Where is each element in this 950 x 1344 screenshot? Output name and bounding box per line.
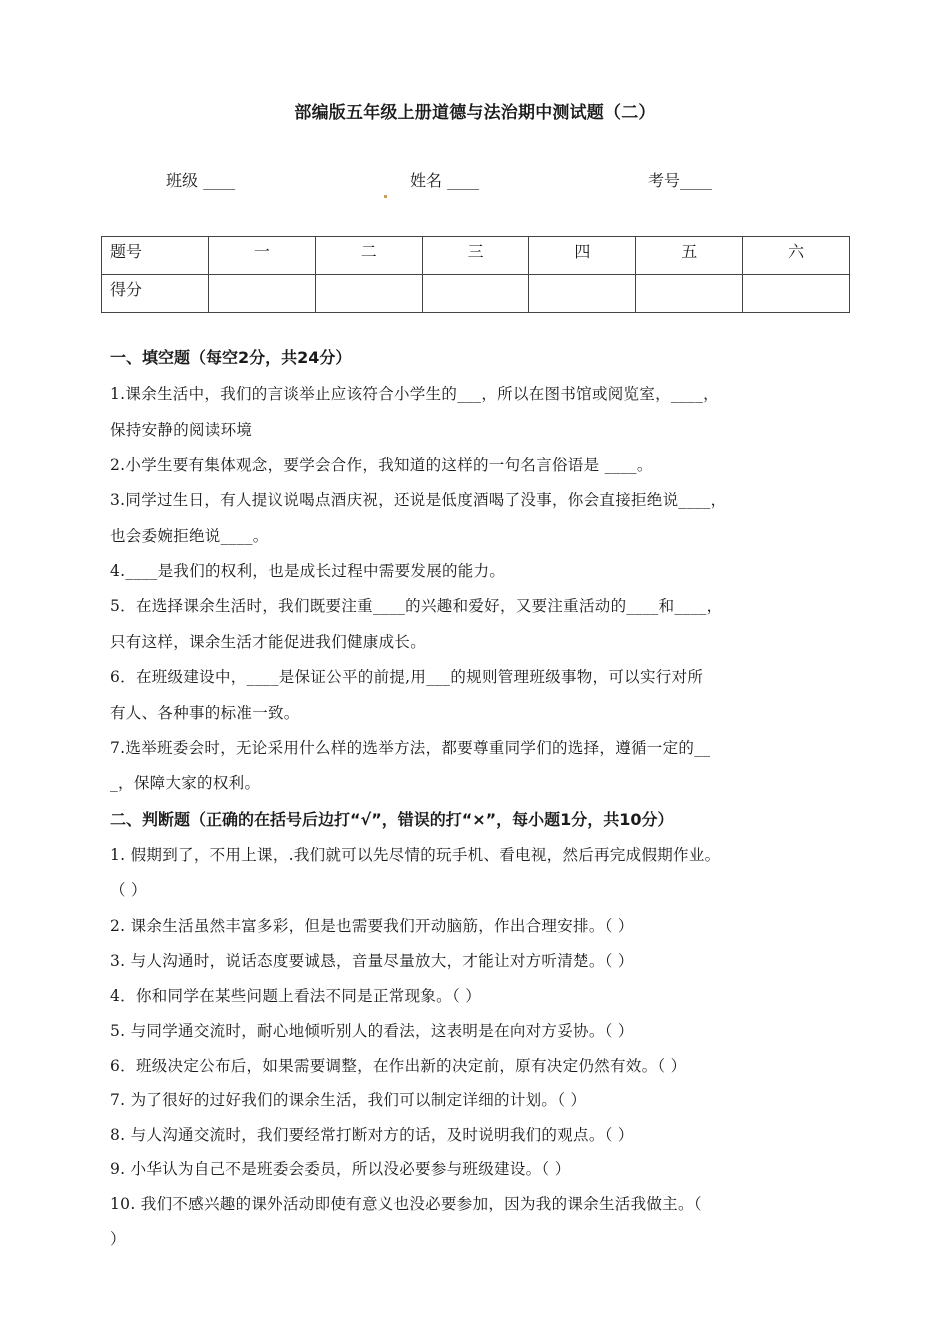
question-line: 只有这样，课余生活才能促进我们健康成长。 [110, 633, 427, 651]
question-line: 5. 与同学通交流时，耐心地倾听别人的看法，这表明是在向对方妥协。（ ） [110, 1022, 634, 1040]
table-cell: 一 [209, 237, 316, 275]
score-cell[interactable] [315, 275, 422, 313]
question-line: 4.____是我们的权利，也是成长过程中需要发展的能力。 [110, 562, 506, 580]
table-cell: 题号 [102, 237, 209, 275]
table-cell: 六 [743, 237, 850, 275]
class-field[interactable]: 班级 ____ [166, 171, 236, 190]
question-line: 3.同学过生日，有人提议说喝点酒庆祝，还说是低度酒喝了没事，你会直接拒绝说____， [110, 491, 727, 509]
question-line: 6．班级决定公布后，如果需要调整，在作出新的决定前，原有决定仍然有效。（ ） [110, 1057, 687, 1075]
table-cell: 四 [529, 237, 636, 275]
question-line: _，保障大家的权利。 [110, 774, 261, 792]
question-line: 5．在选择课余生活时，我们既要注重____的兴趣和爱好，又要注重活动的____和____， [110, 597, 723, 615]
question-line: 7. 为了很好的过好我们的课余生活，我们可以制定详细的计划。（ ） [110, 1091, 587, 1109]
question-line: 有人、各种事的标准一致。 [110, 704, 300, 722]
question-line: 8. 与人沟通交流时，我们要经常打断对方的话，及时说明我们的观点。（ ） [110, 1126, 634, 1144]
table-cell: 三 [422, 237, 529, 275]
decorative-dot [384, 183, 387, 202]
answer-bracket[interactable]: ） [110, 1230, 126, 1248]
section-heading: 一、填空题（每空2分，共24分） [110, 348, 352, 367]
score-cell[interactable] [636, 275, 743, 313]
page-title: 部编版五年级上册道德与法治期中测试题（二） [294, 103, 656, 123]
question-line: 2.小学生要有集体观念，要学会合作，我知道的这样的一句名言俗语是 ____。 [110, 456, 653, 474]
question-line: 9. 小华认为自己不是班委会委员，所以没必要参与班级建设。（ ） [110, 1160, 571, 1178]
table-row-scores [102, 275, 850, 313]
question-line: 1. 假期到了，不用上课，.我们就可以先尽情的玩手机、看电视，然后再完成假期作业。 [110, 846, 721, 864]
question-line: 2. 课余生活虽然丰富多彩，但是也需要我们开动脑筋，作出合理安排。（ ） [110, 917, 634, 935]
answer-bracket[interactable]: （ ） [110, 881, 147, 899]
score-cell[interactable] [422, 275, 529, 313]
score-table [101, 236, 850, 313]
question-line: 6．在班级建设中，____是保证公平的前提,用___的规则管理班级事物，可以实行对所 [110, 668, 704, 686]
question-line: 1.课余生活中，我们的言谈举止应该符合小学生的___，所以在图书馆或阅览室，____， [110, 385, 719, 403]
exam-number-field[interactable]: 考号____ [648, 171, 713, 190]
table-cell: 二 [315, 237, 422, 275]
question-line: 也会委婉拒绝说____。 [110, 527, 269, 545]
score-cell[interactable] [529, 275, 636, 313]
table-cell: 得分 [102, 275, 209, 313]
table-cell: 五 [636, 237, 743, 275]
score-cell[interactable] [743, 275, 850, 313]
question-line: 7.选举班委会时，无论采用什么样的选举方法，都要尊重同学们的选择，遵循一定的__ [110, 739, 711, 757]
question-line: 3. 与人沟通时，说话态度要诚恳，音量尽量放大，才能让对方听清楚。（ ） [110, 952, 634, 970]
section-heading: 二、判断题（正确的在括号后边打“√”，错误的打“×”，每小题1分，共10分） [110, 810, 674, 829]
score-cell[interactable] [209, 275, 316, 313]
name-field[interactable]: 姓名 ____ [410, 171, 480, 190]
table-row-question-numbers [102, 237, 850, 275]
question-line: 4．你和同学在某些问题上看法不同是正常现象。（ ） [110, 987, 482, 1005]
question-line: 10. 我们不感兴趣的课外活动即使有意义也没必要参加，因为我的课余生活我做主。（ [110, 1195, 702, 1213]
question-line: 保持安静的阅读环境 [110, 421, 253, 439]
